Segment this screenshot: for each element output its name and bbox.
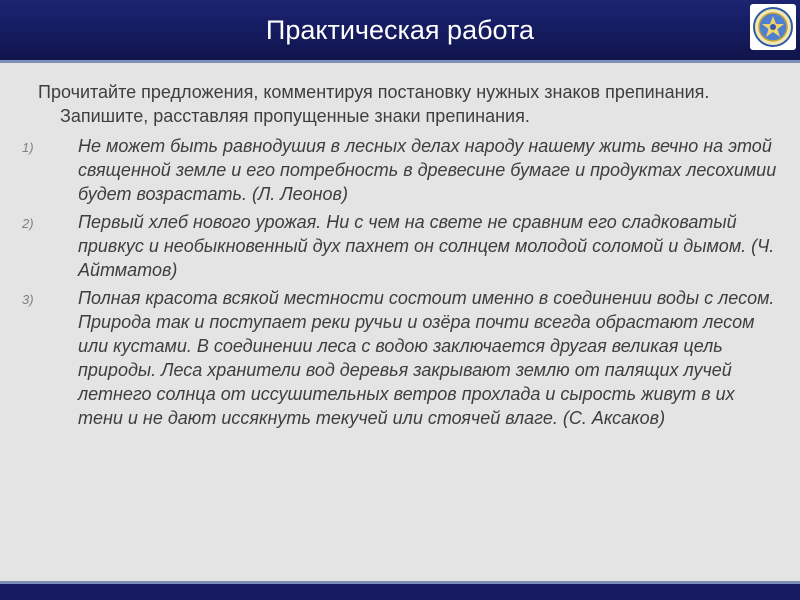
slide-title: Практическая работа — [265, 15, 535, 45]
task-number: 3) — [22, 292, 34, 307]
task-number: 1) — [22, 140, 34, 155]
slide-footer — [0, 584, 800, 600]
task-text: Не может быть равнодушия в лесных делах народу нашему жить вечно на этой священной земле и его потребность в древесине бумаге и продуктах лесохимии будет возрастать. (Л. Леонов) — [78, 136, 777, 204]
task-text: Первый хлеб нового урожая. Ни с чем на свете не сравним его сладковатый привкус и необыкновенный дух пахнет он солнцем молодой соломой и дымом. (Ч. Айтматов) — [78, 212, 775, 280]
header-divider — [0, 60, 800, 63]
task-item — [22, 210, 782, 282]
slide-content — [22, 80, 782, 434]
task-item — [22, 286, 782, 430]
emblem-icon — [750, 4, 796, 50]
task-number: 2) — [22, 216, 34, 231]
task-item — [22, 134, 782, 206]
instruction-text: Прочитайте предложения, комментируя постановку нужных знаков препинания. Запишите, расставляя пропущенные знаки препинания. — [38, 82, 710, 126]
task-text: Полная красота всякой местности состоит именно в соединении воды с лесом. Природа так и поступает реки ручьи и озёра почти всегда обрастают лесом или кустами. В соединении леса с водою заключается другая великая цель природы. Леса хранители вод деревья закрывают землю от палящих лучей летнего солнца от иссушительных ветров прохлада и сырость живут в их тени и не дают иссякнуть текучей или стоячей влаге. (С. Аксаков) — [78, 288, 775, 428]
